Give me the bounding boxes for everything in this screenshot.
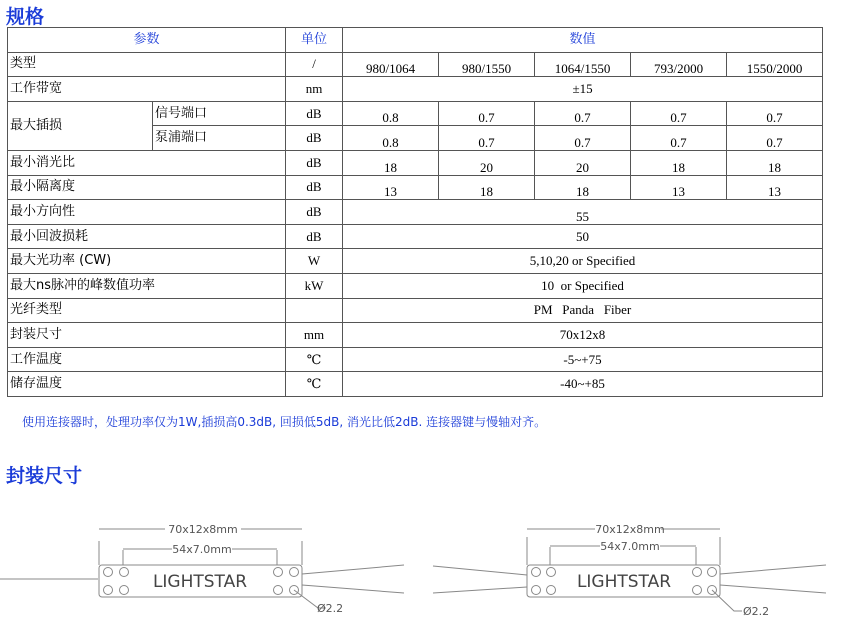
table-row	[8, 323, 823, 348]
spec-table	[7, 27, 823, 397]
cell-value: -5~+75	[343, 347, 823, 372]
table-row	[8, 101, 823, 126]
row-label: 最小回波损耗	[8, 224, 286, 249]
table-header-row	[8, 28, 823, 53]
table-row	[8, 150, 823, 175]
row-label: 最大ns脉冲的峰数值功率	[8, 273, 286, 298]
row-label: 最大光功率 (CW)	[8, 249, 286, 274]
spec-heading: 规格	[6, 6, 45, 28]
row-unit: dB	[286, 150, 343, 175]
cell-value: ±15	[343, 77, 823, 102]
cell-value: 18	[535, 175, 631, 200]
cell-value: 18	[727, 150, 823, 175]
cell-value: 0.8	[343, 101, 439, 126]
table-row	[8, 298, 823, 323]
row-unit: mm	[286, 323, 343, 348]
row-unit: dB	[286, 101, 343, 126]
row-label: 最小方向性	[8, 200, 286, 225]
header-unit: 单位	[286, 28, 343, 53]
cell-value: 0.7	[535, 126, 631, 151]
table-row	[8, 347, 823, 372]
cell-value: 1550/2000	[727, 52, 823, 77]
row-unit: ℃	[286, 372, 343, 397]
cell-value: 0.7	[439, 126, 535, 151]
outer-dimension-label: 70x12x8mm	[595, 523, 665, 536]
hole-label: Ø2.2	[317, 602, 344, 615]
cell-value: 10 or Specified	[343, 273, 823, 298]
table-row	[8, 52, 823, 77]
table-row	[8, 77, 823, 102]
cell-value: 0.8	[343, 126, 439, 151]
row-unit: nm	[286, 77, 343, 102]
sub-row-label: 信号端口	[153, 101, 286, 126]
cell-value: 20	[439, 150, 535, 175]
row-label: 工作温度	[8, 347, 286, 372]
row-label: 最小隔离度	[8, 175, 286, 200]
package-heading: 封装尺寸	[6, 465, 83, 487]
cell-value: 5,10,20 or Specified	[343, 249, 823, 274]
row-unit: dB	[286, 224, 343, 249]
sub-row-label: 泵浦端口	[153, 126, 286, 151]
row-unit: ℃	[286, 347, 343, 372]
row-label: 封装尺寸	[8, 323, 286, 348]
row-unit: /	[286, 52, 343, 77]
cell-value: 18	[343, 150, 439, 175]
package-drawings	[0, 490, 844, 625]
cell-value: 13	[727, 175, 823, 200]
row-label: 类型	[8, 52, 286, 77]
inner-dimension-label: 54x7.0mm	[172, 543, 232, 556]
cell-value: 980/1064	[343, 52, 439, 77]
cell-value: 0.7	[727, 101, 823, 126]
row-unit: dB	[286, 175, 343, 200]
hole-label: Ø2.2	[743, 605, 770, 618]
row-unit: dB	[286, 200, 343, 225]
table-row	[8, 273, 823, 298]
row-label: 储存温度	[8, 372, 286, 397]
brand-logo: LIGHTSTAR	[152, 572, 248, 592]
cell-value: 20	[535, 150, 631, 175]
cell-value: 13	[631, 175, 727, 200]
header-value: 数值	[343, 28, 823, 53]
cell-value: PM Panda Fiber	[343, 298, 823, 323]
cell-value: 55	[343, 200, 823, 225]
cell-value: 793/2000	[631, 52, 727, 77]
row-unit: dB	[286, 126, 343, 151]
inner-dimension-label: 54x7.0mm	[600, 540, 660, 553]
row-label: 最小消光比	[8, 150, 286, 175]
header-param: 参数	[8, 28, 286, 53]
cell-value: 18	[631, 150, 727, 175]
cell-value: 0.7	[535, 101, 631, 126]
table-row	[8, 249, 823, 274]
table-row	[8, 224, 823, 249]
row-unit: kW	[286, 273, 343, 298]
outer-dimension-label: 70x12x8mm	[168, 523, 238, 536]
row-unit	[286, 298, 343, 323]
package-drawing-1	[0, 529, 404, 608]
cell-value: 0.7	[439, 101, 535, 126]
table-row	[8, 200, 823, 225]
cell-value: 980/1550	[439, 52, 535, 77]
connector-note: 使用连接器时，处理功率仅为1W,插损高0.3dB, 回损低5dB, 消光比低2dB. 连接器键与慢轴对齐。	[22, 415, 547, 429]
cell-value: 13	[343, 175, 439, 200]
cell-value: 1064/1550	[535, 52, 631, 77]
row-label: 光纤类型	[8, 298, 286, 323]
row-unit: W	[286, 249, 343, 274]
cell-value: 50	[343, 224, 823, 249]
cell-value: 0.7	[727, 126, 823, 151]
cell-value: -40~+85	[343, 372, 823, 397]
cell-value: 70x12x8	[343, 323, 823, 348]
cell-value: 0.7	[631, 101, 727, 126]
row-label: 工作带宽	[8, 77, 286, 102]
brand-logo: LIGHTSTAR	[576, 572, 672, 592]
row-label: 最大插损	[8, 101, 153, 150]
table-row	[8, 372, 823, 397]
cell-value: 18	[439, 175, 535, 200]
table-row	[8, 175, 823, 200]
cell-value: 0.7	[631, 126, 727, 151]
